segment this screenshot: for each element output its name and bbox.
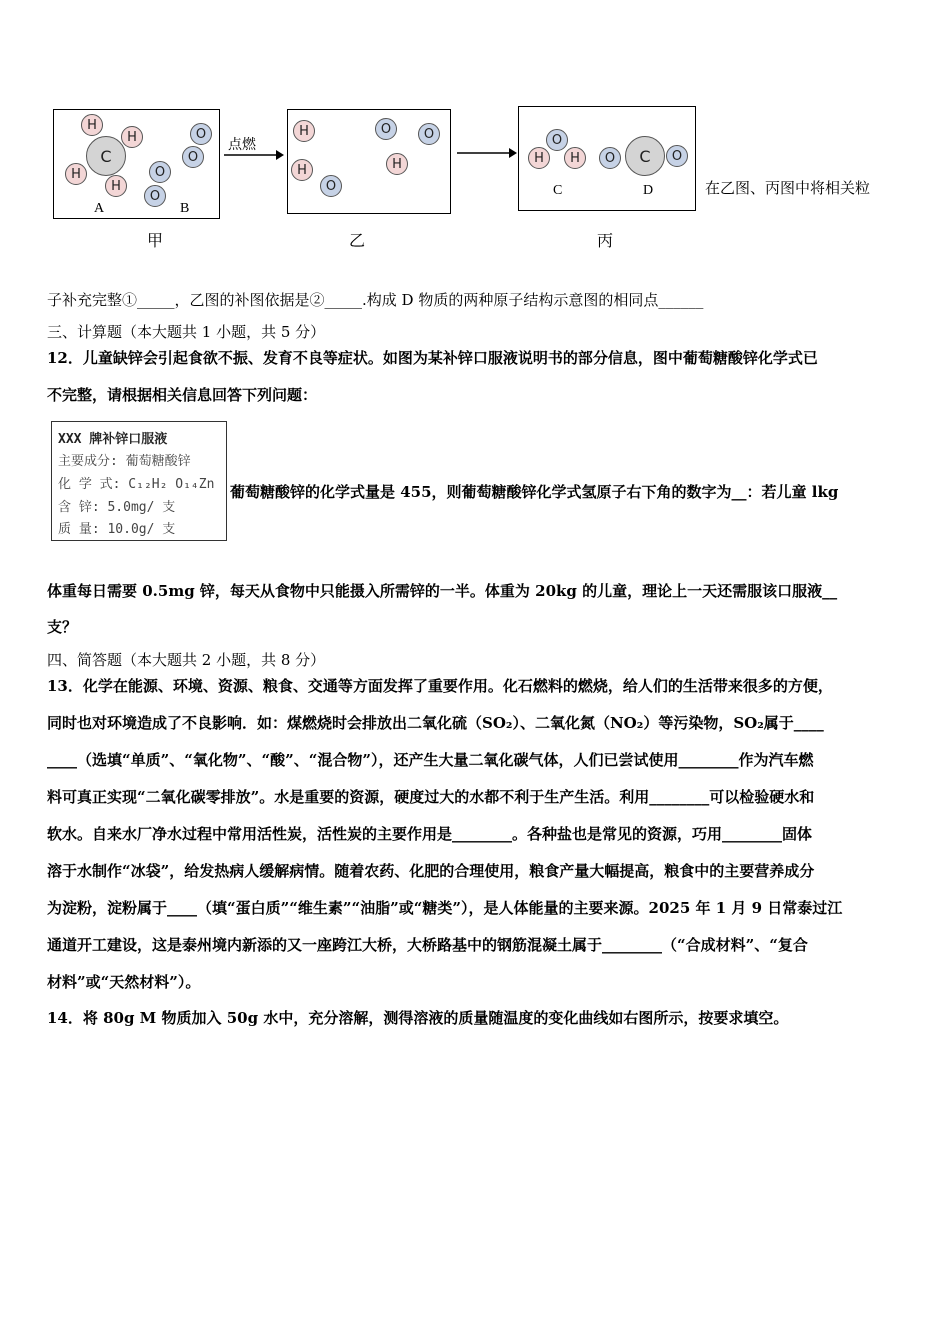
q12-line5: 支？	[47, 618, 78, 636]
panel-jia	[53, 109, 220, 219]
supplement-label-card	[51, 421, 227, 541]
caption-bing: 丙	[597, 231, 614, 250]
q13-line8: 通道开工建设，这是泰州境内新添的又一座跨江大桥，大桥路基中的钢筋混凝土属于________（“合成材料”、“复合	[47, 936, 808, 954]
q13-line3: ____（选填“单质”、“氧化物”、“酸”、“混合物”），还产生大量二氧化碳气体，人们已尝试使用________作为汽车燃	[47, 751, 814, 769]
section-heading-short: 四、简答题（本大题共 2 小题，共 8 分）	[47, 651, 326, 669]
label-row-mass: 质 量: 10.0g/ 支	[58, 522, 176, 537]
q13-line2: 同时也对环境造成了不良影响．如：煤燃烧时会排放出二氧化硫（SO₂）、二氧化氮（NO₂）等污染物，SO₂属于____	[47, 714, 824, 732]
caption-jia: 甲	[147, 231, 164, 250]
panel-yi	[287, 109, 451, 214]
oxygen-atom: O	[666, 145, 688, 167]
oxygen-atom: O	[320, 175, 342, 197]
q13-line1: 13．化学在能源、环境、资源、粮食、交通等方面发挥了重要作用。化石燃料的燃烧，给人们的生活带来很多的方便，	[47, 677, 833, 695]
q13-line4: 料可真正实现“二氧化碳零排放”。水是重要的资源，硬度过大的水都不利于生产生活。利用________可以检验硬水和	[47, 788, 815, 806]
q11-continuation: 子补充完整①_____，乙图的补图依据是②_____.构成 D 物质的两种原子结构示意图的相同点______	[47, 291, 704, 309]
arrow-right-icon	[455, 146, 517, 160]
section-heading-calc: 三、计算题（本大题共 1 小题，共 5 分）	[47, 323, 326, 341]
hydrogen-atom: H	[81, 114, 103, 136]
label-c: C	[553, 183, 563, 198]
q13-line5: 软水。自来水厂净水过程中常用活性炭，活性炭的主要作用是________。各种盐也是常见的资源，巧用________固体	[47, 825, 813, 843]
q12-line3: 葡萄糖酸锌的化学式量是 455，则葡萄糖酸锌化学式氢原子右下角的数字为__：若儿童 lkg	[230, 483, 839, 501]
hydrogen-atom: H	[121, 126, 143, 148]
hydrogen-atom: H	[386, 153, 408, 175]
label-row-ingredient: 主要成分: 葡萄糖酸锌	[58, 454, 191, 469]
q12-line4: 体重每日需要 0.5mg 锌，每天从食物中只能摄入所需锌的一半。体重为 20kg 的儿童，理论上一天还需服该口服液__	[47, 582, 838, 600]
label-b: B	[180, 201, 190, 216]
q14-line1: 14．将 80g M 物质加入 50g 水中，充分溶解，测得溶液的质量随温度的变化曲线如右图所示，按要求填空。	[47, 1009, 789, 1027]
oxygen-atom: O	[182, 146, 204, 168]
label-d: D	[643, 183, 654, 198]
oxygen-atom: O	[144, 185, 166, 207]
q13-line9: 材料”或“天然材料”）。	[47, 973, 201, 991]
figure-side-text: 在乙图、丙图中将相关粒	[705, 179, 871, 197]
oxygen-atom: O	[190, 123, 212, 145]
label-row-zinc: 含 锌: 5.0mg/ 支	[58, 500, 176, 515]
arrow-right-icon	[222, 148, 284, 162]
q13-line7: 为淀粉，淀粉属于____（填“蛋白质”“维生素”“油脂”或“糖类”），是人体能量的主要来源。2025 年 1 月 9 日常泰过江	[47, 899, 843, 917]
label-a: A	[94, 201, 105, 216]
ignite-label: 点燃	[228, 137, 256, 153]
oxygen-atom: O	[546, 129, 568, 151]
carbon-atom: C	[625, 136, 665, 176]
hydrogen-atom: H	[105, 175, 127, 197]
q12-line2: 不完整，请根据相关信息回答下列问题：	[47, 386, 318, 404]
oxygen-atom: O	[149, 161, 171, 183]
panel-bing	[518, 106, 696, 211]
hydrogen-atom: H	[564, 147, 586, 169]
hydrogen-atom: H	[291, 159, 313, 181]
hydrogen-atom: H	[65, 163, 87, 185]
q12-line1: 12．儿童缺锌会引起食欲不振、发育不良等症状。如图为某补锌口服液说明书的部分信息，图中葡萄糖酸锌化学式已	[47, 349, 818, 367]
label-title: XXX 牌补锌口服液	[58, 432, 168, 447]
q13-line6: 溶于水制作“冰袋”，给发热病人缓解病情。随着农药、化肥的合理使用，粮食产量大幅提高，粮食中的主要营养成分	[47, 862, 815, 880]
hydrogen-atom: H	[293, 120, 315, 142]
carbon-atom: C	[86, 136, 126, 176]
oxygen-atom: O	[599, 147, 621, 169]
hydrogen-atom: H	[528, 147, 550, 169]
caption-yi: 乙	[349, 231, 366, 250]
oxygen-atom: O	[418, 123, 440, 145]
oxygen-atom: O	[375, 118, 397, 140]
label-row-formula: 化 学 式: C₁₂H₂ O₁₄Zn	[58, 477, 215, 492]
